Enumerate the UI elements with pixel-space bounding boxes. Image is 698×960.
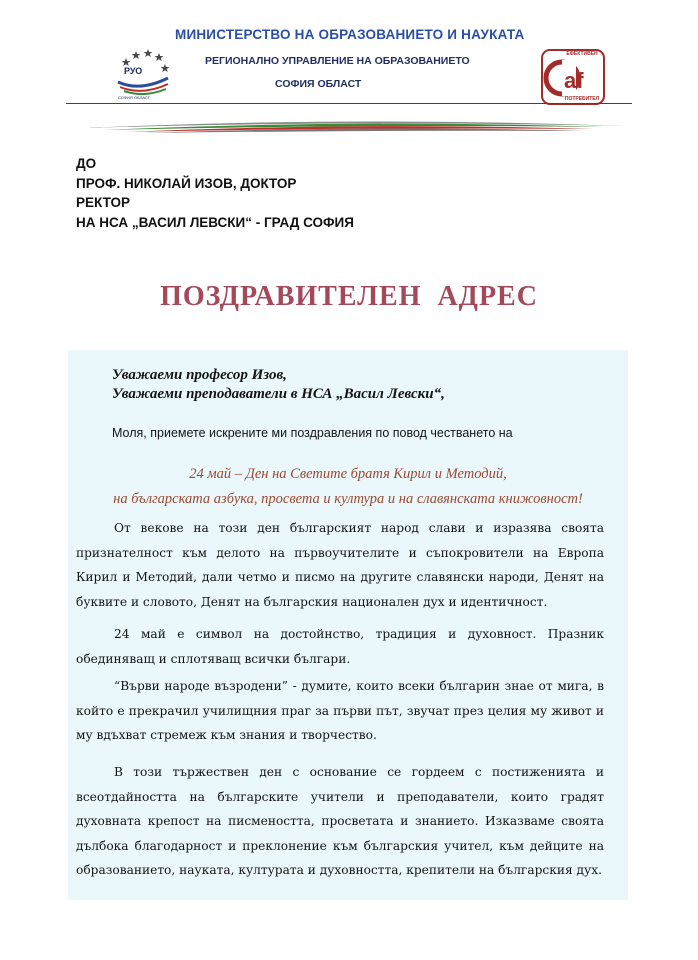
addressee-line: НА НСА „ВАСИЛ ЛЕВСКИ“ - ГРАД СОФИЯ xyxy=(76,214,354,230)
regional-office-title: РЕГИОНАЛНО УПРАВЛЕНИЕ НА ОБРАЗОВАНИЕТО xyxy=(205,55,470,67)
body-paragraph: 24 май е символ на достойнство, традиция и духовност. Празник обединяващ и сплотяващ всички българи. xyxy=(76,627,604,666)
holiday-line: 24 май – Ден на Светите братя Кирил и Методий, xyxy=(189,466,507,482)
effective-consumer-logo xyxy=(540,48,606,106)
ruo-logo-subtext: СОФИЯ ОБЛАСТ xyxy=(118,95,150,100)
logo-top-label: ЕФЕКТИВЕН xyxy=(566,51,598,57)
holiday-line: на българската азбука, просвета и култура и на славянската книжовност! xyxy=(113,491,583,507)
addressee-block xyxy=(76,154,354,232)
addressee-line: РЕКТОР xyxy=(76,195,130,210)
tricolor-swoosh-icon xyxy=(84,116,624,136)
logo-bottom-label: ПОТРЕБИТЕЛ xyxy=(564,96,600,102)
salutation xyxy=(112,366,445,404)
greeting-request: Моля, приемете искрените ми поздравления по повод честването на xyxy=(112,426,513,440)
addressee-line: ДО xyxy=(76,156,97,171)
document-title: ПОЗДРАВИТЕЛЕН АДРЕС xyxy=(160,281,538,312)
header-divider xyxy=(66,103,632,104)
body-paragraph: От векове на този ден българският народ слави и изразява своята признателност към делото на първоучителите и съпокровители на Европа Кирил и Методий, дали четмо и писмо на другите славянски народи, Денят на буквите и словото, Денят на българския национален дух и идентичност. xyxy=(76,521,604,609)
body-paragraph: “Върви народе възродени” - думите, които всеки българин знае от мига, в който е прекрачил училищния праг за първи път, звучат през целия му живот и му вдъхват стремеж към знания и творчество. xyxy=(76,679,604,742)
salutation-line: Уважаеми професор Изов, xyxy=(112,367,287,383)
ruo-logo-text: РУО xyxy=(124,66,143,76)
body-paragraph: В този тържествен ден с основание се гордеем с постиженията и всеотдайността на българските учители и преподаватели, които градят духовната крепост на писмеността, просветата и знанието. Изказваме своята дълбока благодарност и преклонение към българския учител, към дейците на образованието, науката, културата и духовността, крепители на българския дух. xyxy=(76,765,604,877)
svg-text:af: af xyxy=(564,68,584,93)
ruo-logo xyxy=(112,44,174,108)
region-title: СОФИЯ ОБЛАСТ xyxy=(275,78,362,90)
salutation-line: Уважаеми преподаватели в НСА „Васил Левски“, xyxy=(112,386,445,402)
holiday-name xyxy=(68,462,628,512)
ministry-title: МИНИСТЕРСТВО НА ОБРАЗОВАНИЕТО И НАУКАТА xyxy=(175,27,525,42)
addressee-line: ПРОФ. НИКОЛАЙ ИЗОВ, ДОКТОР xyxy=(76,175,297,191)
